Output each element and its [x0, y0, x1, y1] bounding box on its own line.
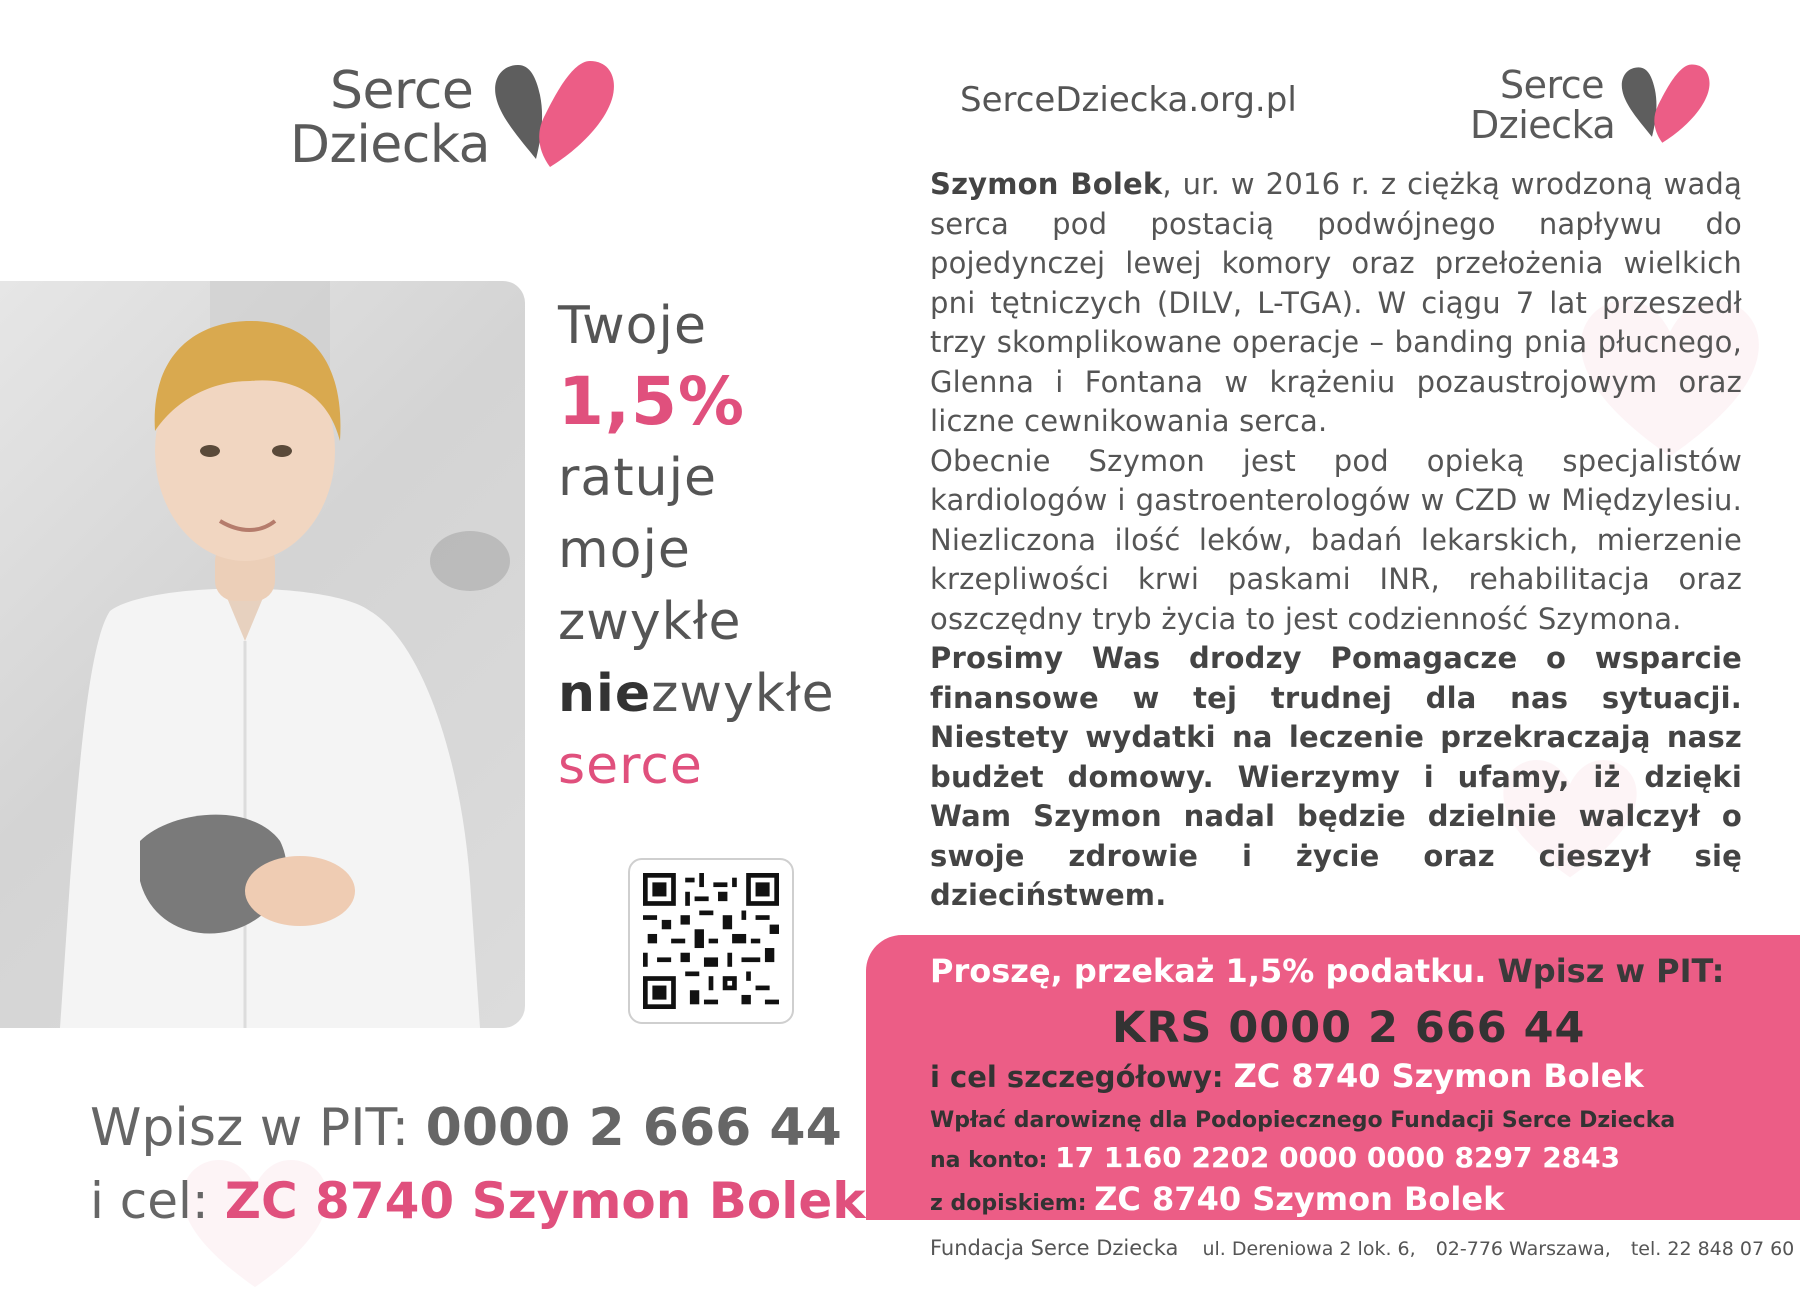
child-photo — [0, 281, 525, 1028]
logo-text-line2: Dziecka — [290, 115, 490, 175]
headline-emphasis: nie — [558, 664, 652, 724]
pit-goal — [90, 1172, 866, 1230]
donation-request — [930, 952, 1724, 990]
footer-city: 02-776 Warszawa, — [1435, 1238, 1611, 1260]
logo-serce-dziecka — [290, 55, 630, 175]
heart-logo-icon — [1618, 60, 1714, 145]
headline-rest: zwykłe — [651, 664, 835, 724]
pit-label: Wpisz w PIT: — [90, 1098, 410, 1158]
headline-line — [558, 658, 835, 730]
description-paragraph: Obecnie Szymon jest pod opieką specjalistów kardiologów i gastroenterologów w CZD w Międzylesiu. Niezliczona ilość leków, badań lekarskich, mierzenie krzepliwości krwi paskami INR, rehabilitacja oraz oszczędny tryb życia to jest codzienność Szymona. — [930, 443, 1742, 636]
footer-phone[interactable]: tel. 22 848 07 60 — [1630, 1238, 1795, 1260]
qr-code[interactable] — [628, 858, 794, 1024]
description-text: , ur. w 2016 r. z ciężką wrodzoną wadą serca pod postacią podwójnego napływu do pojedynczej lewej komory oraz przełożenia wielkich pni tętniczych (DILV, L-TGA). W ciągu 7 lat przeszedł trzy skomplikowane operacje – banding pnia płucnego, Glenna i Fontana w krążeniu pozaustrojowym oraz liczne cewnikowania serca. — [930, 167, 1742, 438]
goal-label: i cel szczegółowy: — [930, 1060, 1224, 1094]
donation-request-text: Proszę, przekaż 1,5% podatku. — [930, 952, 1487, 990]
account-line — [930, 1141, 1620, 1174]
donation-pit-label: Wpisz w PIT: — [1497, 952, 1725, 990]
headline-line: Twoje — [558, 296, 707, 356]
heart-logo-icon — [490, 55, 620, 170]
logo-serce-dziecka-small — [1470, 60, 1720, 150]
headline-line: zwykłe — [558, 592, 742, 652]
child-name: Szymon Bolek — [930, 167, 1163, 201]
headline-line: moje — [558, 520, 691, 580]
footer-org: Fundacja Serce Dziecka — [930, 1236, 1179, 1260]
krs-number: KRS 0000 2 666 44 — [1112, 1003, 1586, 1053]
website-url[interactable]: SerceDziecka.org.pl — [960, 80, 1297, 120]
pit-goal-label: i cel: — [90, 1172, 209, 1230]
logo-text-line2: Dziecka — [1470, 103, 1616, 147]
child-illustration — [0, 281, 525, 1028]
description-plea: Prosimy Was drodzy Pomagacze o wsparcie finansowe w tej trudnej dla nas sytuacji. Niestety wydatki na leczenie przekraczają nasz budżet domowy. Wierzymy i ufamy, iż dzięki Wam Szymon nadal będzie dzielnie walczył o swoje zdrowie i życie oraz cieszył się dzieciństwem. — [930, 641, 1742, 912]
goal-value: ZC 8740 Szymon Bolek — [1233, 1057, 1644, 1095]
description-paragraph — [930, 165, 1742, 442]
donation-info: Wpłać darowiznę dla Podopiecznego Fundacji Serce Dziecka — [930, 1108, 1676, 1133]
footer — [930, 1236, 1794, 1260]
headline-line-pink: serce — [558, 736, 703, 796]
note-line — [930, 1180, 1504, 1218]
note-label: z dopiskiem: — [930, 1191, 1087, 1216]
account-label: na konto: — [930, 1148, 1048, 1173]
account-number: 17 1160 2202 0000 0000 8297 2843 — [1055, 1141, 1621, 1174]
pit-krs-number: 0000 2 666 44 — [425, 1098, 842, 1158]
headline — [558, 290, 835, 802]
logo-text-line1: Serce — [330, 61, 474, 121]
goal-line — [930, 1057, 1644, 1095]
headline-line: ratuje — [558, 448, 718, 508]
pit-goal-value: ZC 8740 Szymon Bolek — [224, 1172, 866, 1230]
description — [930, 165, 1742, 916]
headline-percent: 1,5% — [558, 363, 746, 440]
logo-text-line1: Serce — [1500, 63, 1605, 107]
qr-code-icon — [643, 873, 779, 1009]
pit-instruction — [90, 1098, 842, 1158]
footer-address: ul. Dereniowa 2 lok. 6, — [1202, 1238, 1416, 1260]
note-value: ZC 8740 Szymon Bolek — [1094, 1180, 1505, 1218]
